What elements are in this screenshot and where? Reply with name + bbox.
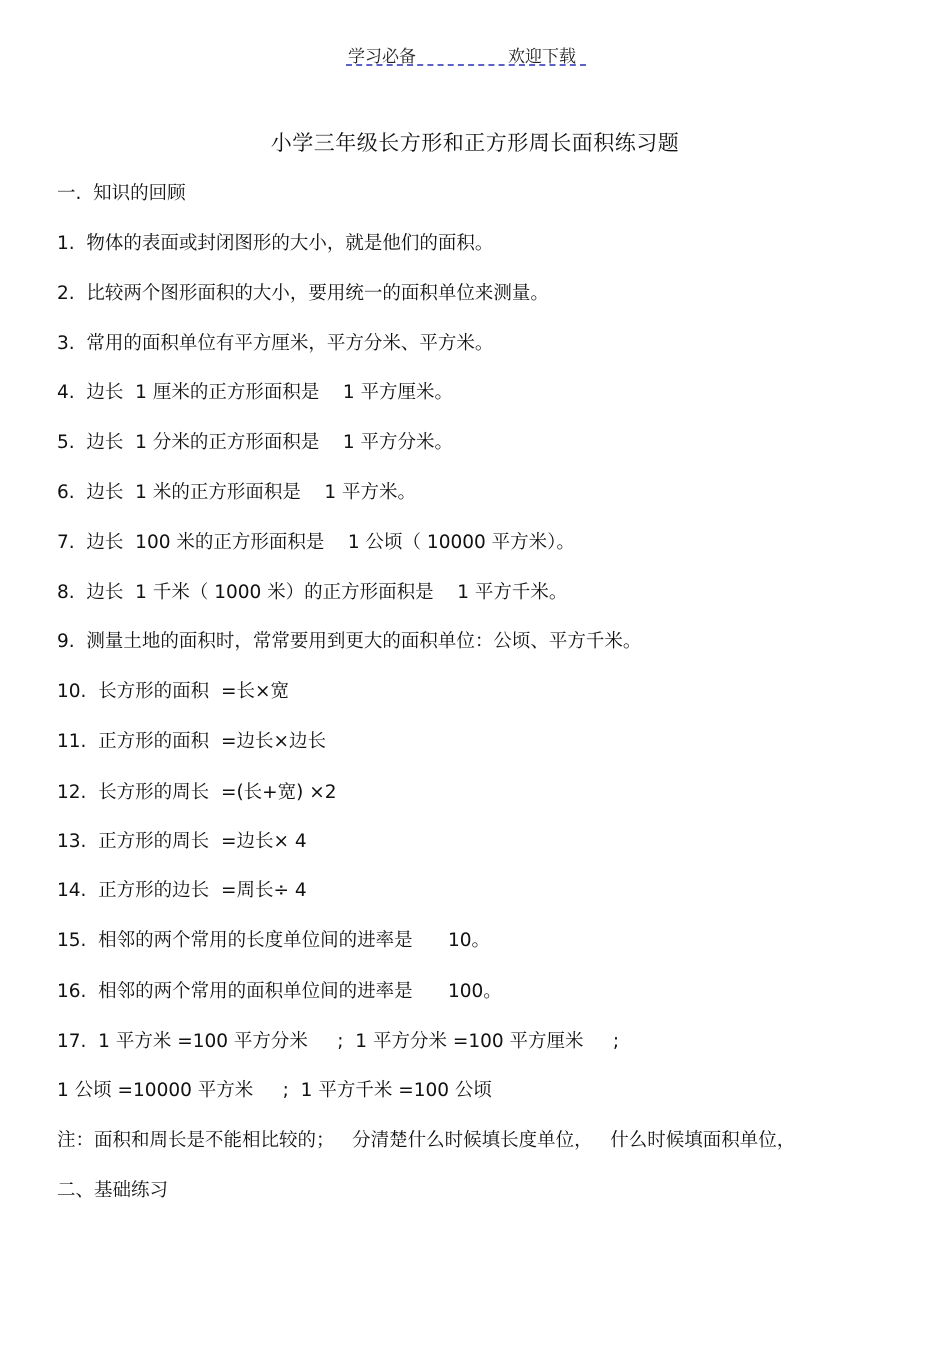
- list-item-17-continued: 1 公顷 =10000 平方米 ; 1 平方千米 =100 公顷: [57, 1080, 492, 1101]
- header-right-text: 欢迎下载: [508, 47, 576, 67]
- list-item-2: 2. 比较两个图形面积的大小，要用统一的面积单位来测量。: [57, 283, 549, 304]
- header-left-text: 学习必备: [348, 47, 416, 67]
- note-line: 注：面积和周长是不能相比较的； 分清楚什么时候填长度单位， 什么时候填面积单位，: [57, 1130, 796, 1151]
- list-item-5: 5. 边长 1 分米的正方形面积是 1 平方分米。: [57, 432, 453, 453]
- list-item-1: 1. 物体的表面或封闭图形的大小，就是他们的面积。: [57, 233, 494, 254]
- list-item-10: 10. 长方形的面积 =长×宽: [57, 681, 289, 702]
- list-item-16: 16. 相邻的两个常用的面积单位间的进率是 100。: [57, 981, 502, 1002]
- list-item-13: 13. 正方形的周长 =边长× 4: [57, 831, 307, 852]
- list-item-17: 17. 1 平方米 =100 平方分米 ; 1 平方分米 =100 平方厘米 ;: [57, 1031, 620, 1052]
- page-header: [346, 40, 586, 66]
- list-item-15: 15. 相邻的两个常用的长度单位间的进率是 10。: [57, 930, 491, 951]
- list-item-8: 8. 边长 1 千米（ 1000 米）的正方形面积是 1 平方千米。: [57, 582, 568, 603]
- list-item-6: 6. 边长 1 米的正方形面积是 1 平方米。: [57, 482, 416, 503]
- document-title: 小学三年级长方形和正方形周长面积练习题: [270, 131, 680, 155]
- list-item-14: 14. 正方形的边长 =周长÷ 4: [57, 880, 307, 901]
- list-item-9: 9. 测量土地的面积时，常常要用到更大的面积单位：公顷、平方千米。: [57, 631, 642, 652]
- list-item-3: 3. 常用的面积单位有平方厘米，平方分米、平方米。: [57, 333, 494, 354]
- list-item-12: 12. 长方形的周长 =(长+宽) ×2: [57, 782, 337, 803]
- list-item-11: 11. 正方形的面积 =边长×边长: [57, 731, 326, 752]
- list-item-7: 7. 边长 100 米的正方形面积是 1 公顷（ 10000 平方米）。: [57, 532, 575, 553]
- list-item-4: 4. 边长 1 厘米的正方形面积是 1 平方厘米。: [57, 382, 453, 403]
- section-heading-review: 一. 知识的回顾: [57, 183, 186, 204]
- section-heading-basic-practice: 二、基础练习: [57, 1180, 169, 1201]
